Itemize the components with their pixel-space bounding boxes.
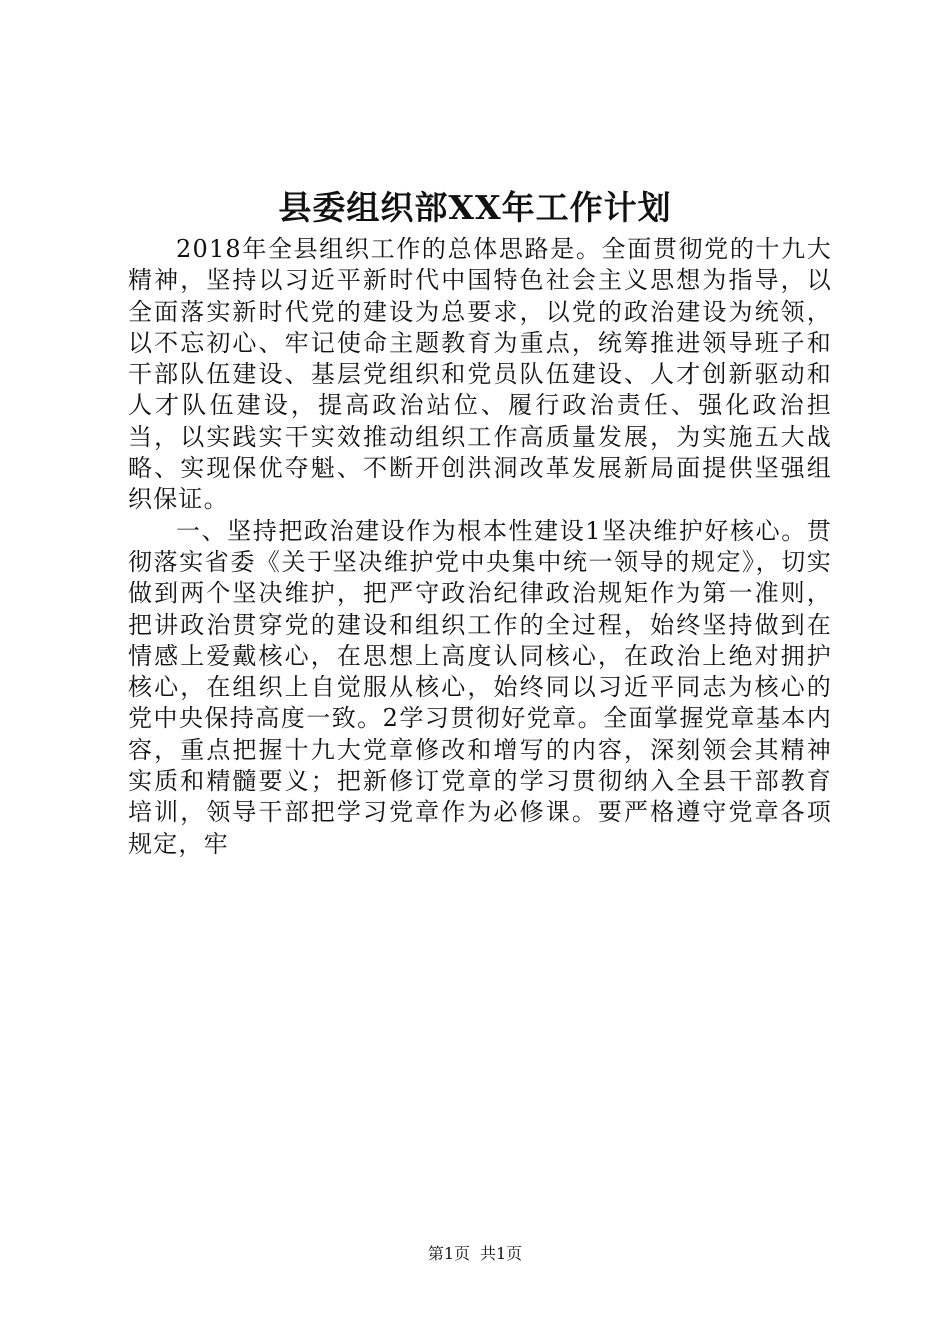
document-title: 县委组织部XX年工作计划 (278, 188, 672, 227)
page-total: 共1页 (480, 1244, 523, 1263)
paragraph-overview: 2018年全县组织工作的总体思路是。全面贯彻党的十九大精神，坚持以习近平新时代中国特色社会主义思想为指导，以全面落实新时代党的建设为总要求，以党的政治建设为统领，以不忘初心、牢记使命主题教育为重点，统筹推进领导班子和干部队伍建设、基层党组织和党员队伍建设、人才创新驱动和人才队伍建设，提高政治站位、履行政治责任、强化政治担当，以实践实干实效推动组织工作高质量发展，为实施五大战略、实现保优夺魁、不断开创洪洞改革发展新局面提供坚强组织保证。 (128, 235, 832, 514)
document-body (128, 234, 832, 860)
page-footer (0, 1242, 950, 1266)
paragraph-section-one: 一、坚持把政治建设作为根本性建设1坚决维护好核心。贯彻落实省委《关于坚决维护党中央集中统一领导的规定》，切实做到两个坚决维护，把严守政治纪律政治规矩作为第一准则，把讲政治贯穿党的建设和组织工作的全过程，始终坚持做到在情感上爱戴核心，在思想上高度认同核心，在政治上绝对拥护核心，在组织上自觉服从核心，始终同以习近平同志为核心的党中央保持高度一致。2学习贯彻好党章。全面掌握党章基本内容，重点把握十九大党章修改和增写的内容，深刻领会其精神实质和精髓要义；把新修订党章的学习贯彻纳入全县干部教育培训，领导干部把学习党章作为必修课。要严格遵守党章各项规定，牢 (128, 516, 832, 858)
page-number: 第1页 (427, 1244, 470, 1263)
